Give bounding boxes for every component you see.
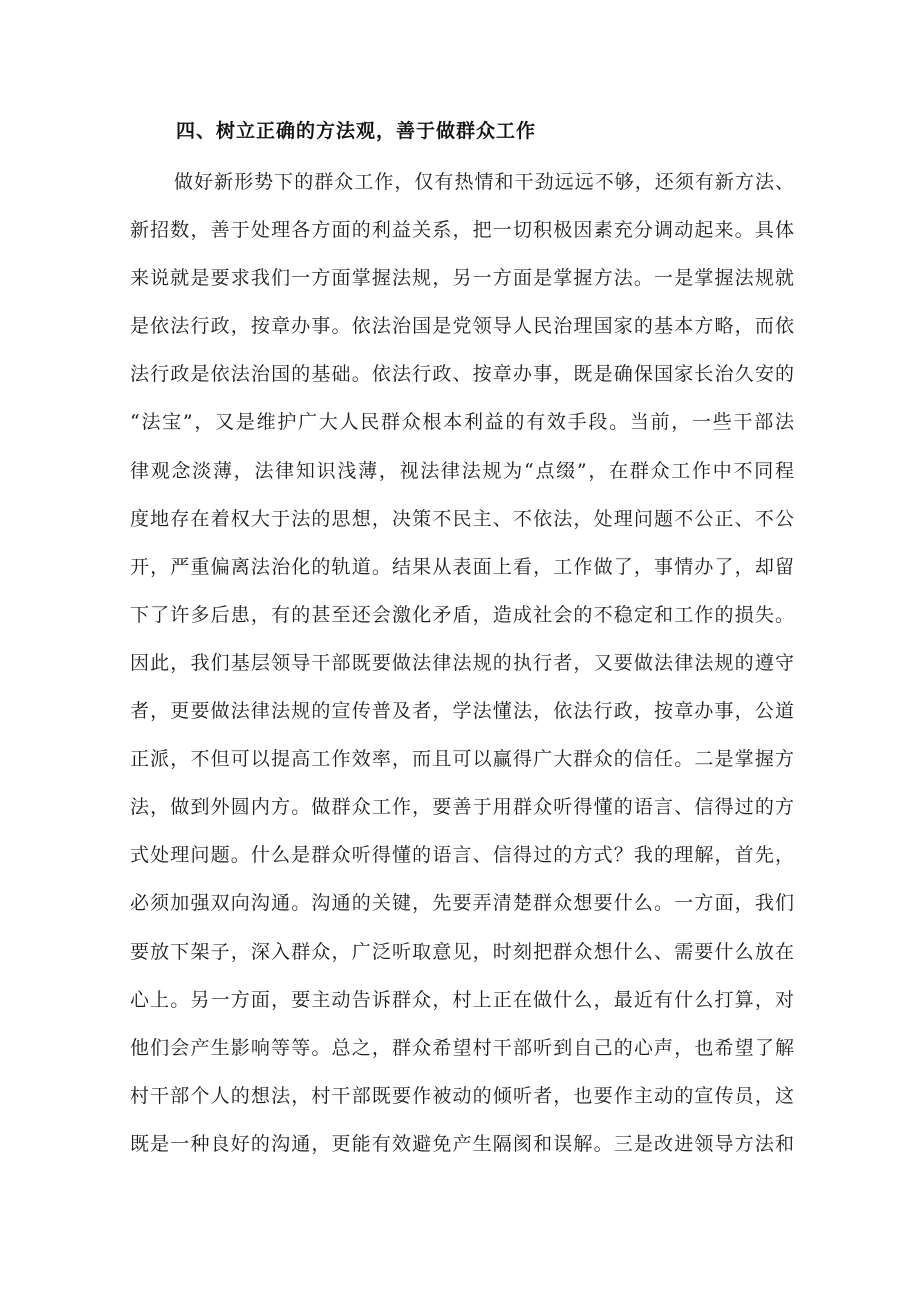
paragraph-line: 因此，我们基层领导干部既要做法律法规的执行者，又要做法律法规的遵守 bbox=[130, 651, 794, 674]
paragraph-line: 他们会产生影响等等。总之，群众希望村干部听到自己的心声，也希望了解 bbox=[130, 1036, 794, 1059]
paragraph-line: 式处理问题。什么是群众听得懂的语言、信得过的方式？我的理解，首先， bbox=[130, 844, 794, 867]
paragraph-line: 法行政是依法治国的基础。依法行政、按章办事，既是确保国家长治久安的 bbox=[130, 363, 794, 386]
paragraph-line: “法宝”，又是维护广大人民群众根本利益的有效手段。当前，一些干部法 bbox=[130, 411, 794, 434]
paragraph-line: 来说就是要求我们一方面掌握法规，另一方面是掌握方法。一是掌握法规就 bbox=[130, 267, 794, 290]
paragraph-line: 律观念淡薄，法律知识浅薄，视法律法规为“点缀”，在群众工作中不同程 bbox=[130, 459, 794, 482]
paragraph-line: 心上。另一方面，要主动告诉群众，村上正在做什么，最近有什么打算，对 bbox=[130, 988, 794, 1011]
paragraph-line: 者，更要做法律法规的宣传普及者，学法懂法，依法行政，按章办事，公道 bbox=[130, 700, 794, 723]
paragraph-line: 法，做到外圆内方。做群众工作，要善于用群众听得懂的语言、信得过的方 bbox=[130, 796, 794, 819]
paragraph-line: 既是一种良好的沟通，更能有效避免产生隔阂和误解。三是改进领导方法和 bbox=[130, 1132, 794, 1155]
paragraph-line: 必须加强双向沟通。沟通的关键，先要弄清楚群众想要什么。一方面，我们 bbox=[130, 892, 794, 915]
paragraph-line: 做好新形势下的群众工作，仅有热情和干劲远远不够，还须有新方法、 bbox=[174, 171, 794, 193]
paragraph-line: 度地存在着权大于法的思想，决策不民主、不依法，处理问题不公正、不公 bbox=[130, 507, 794, 530]
section-heading: 四、树立正确的方法观，善于做群众工作 bbox=[176, 120, 537, 142]
paragraph-line: 是依法行政，按章办事。依法治国是党领导人民治理国家的基本方略，而依 bbox=[130, 315, 794, 338]
paragraph-line: 要放下架子，深入群众，广泛听取意见，时刻把群众想什么、需要什么放在 bbox=[130, 940, 794, 963]
paragraph-line: 村干部个人的想法，村干部既要作被动的倾听者，也要作主动的宣传员，这 bbox=[130, 1084, 794, 1107]
paragraph-line: 正派，不但可以提高工作效率，而且可以赢得广大群众的信任。二是掌握方 bbox=[130, 748, 794, 771]
body-paragraph bbox=[130, 158, 794, 1168]
paragraph-line: 下了许多后患，有的甚至还会激化矛盾，造成社会的不稳定和工作的损失。 bbox=[130, 603, 794, 626]
paragraph-line: 新招数，善于处理各方面的利益关系，把一切积极因素充分调动起来。具体 bbox=[130, 219, 794, 242]
paragraph-line: 开，严重偏离法治化的轨道。结果从表面上看，工作做了，事情办了，却留 bbox=[130, 555, 794, 578]
